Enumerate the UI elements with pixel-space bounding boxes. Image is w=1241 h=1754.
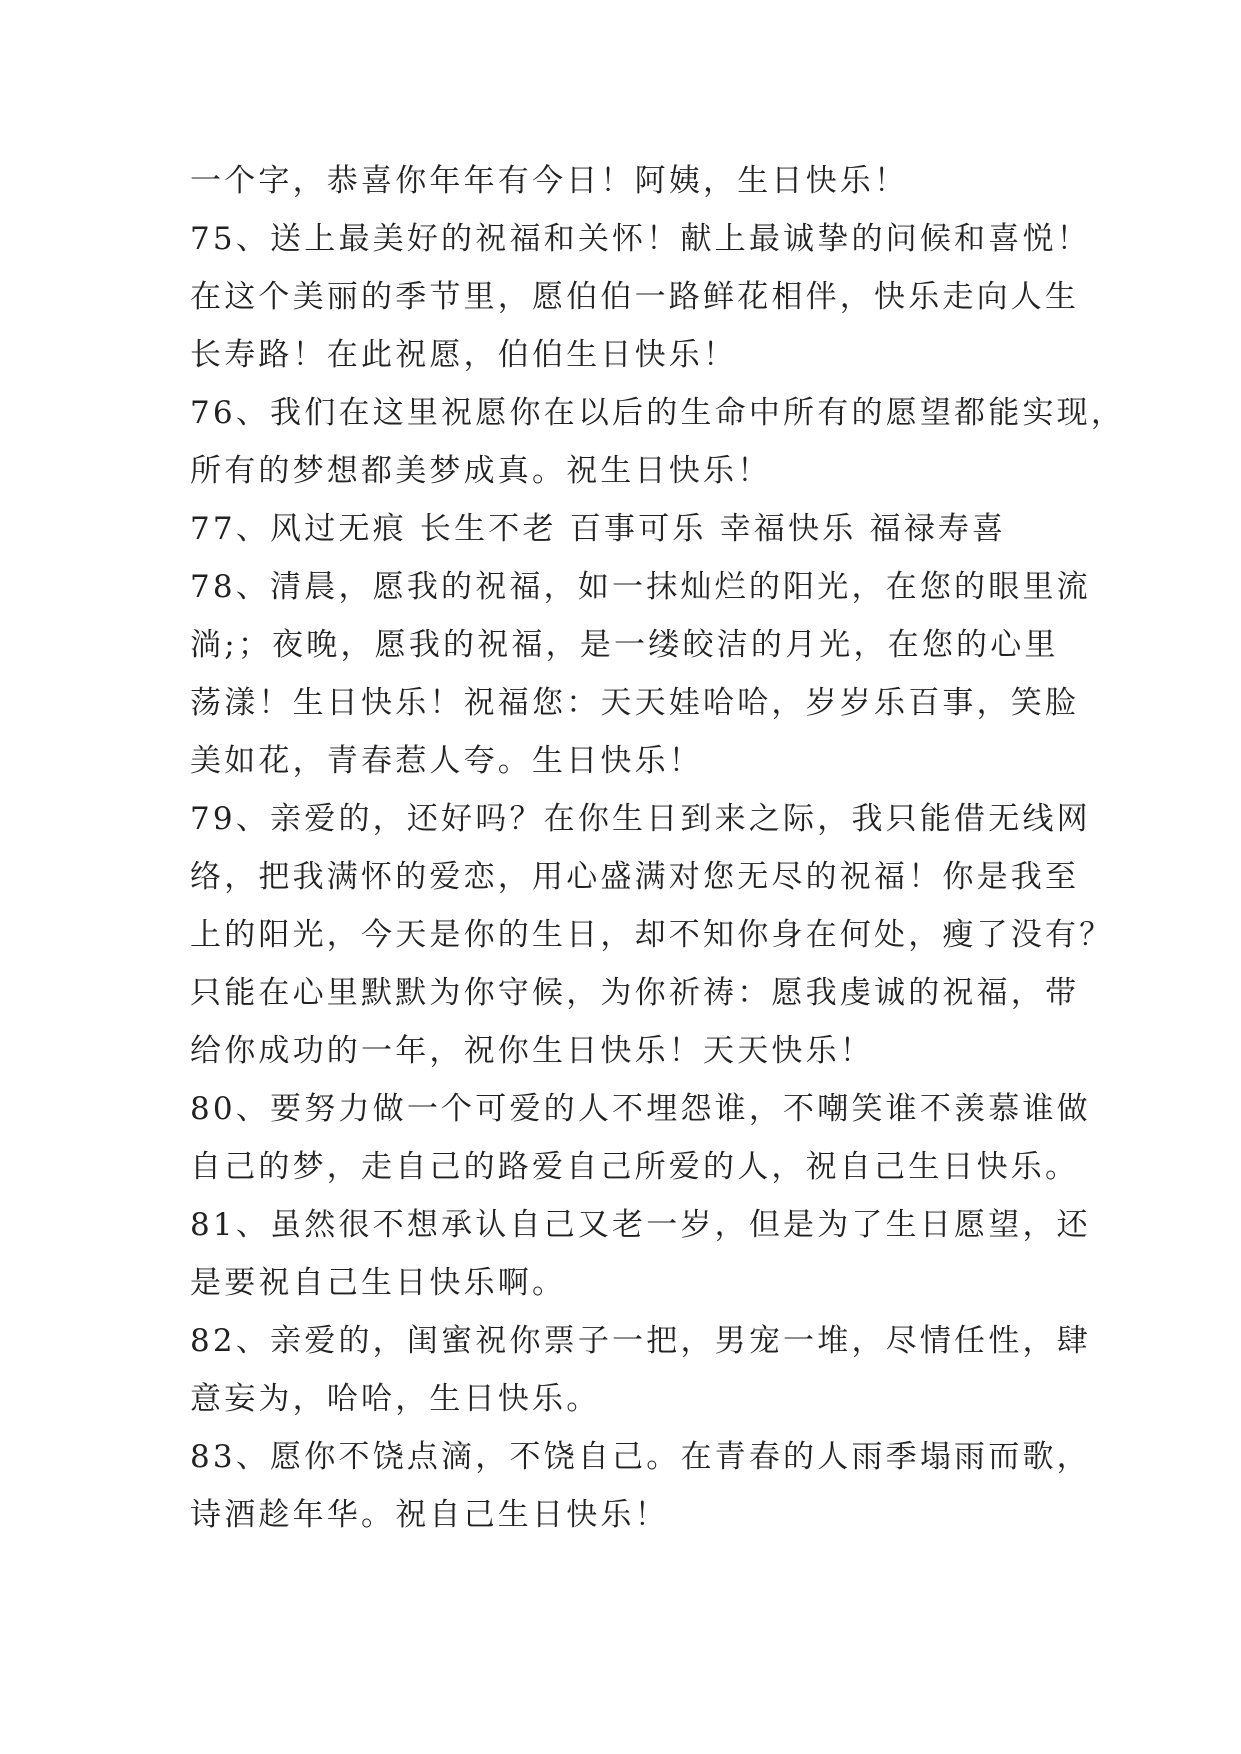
text-line: 81、虽然很不想承认自己又老一岁，但是为了生日愿望，还 — [190, 1207, 1091, 1243]
text-line: 83、愿你不饶点滴，不饶自己。在青春的人雨季塌雨而歌， — [190, 1439, 1091, 1475]
text-line: 长寿路！在此祝愿，伯伯生日快乐！ — [190, 337, 738, 373]
text-line: 80、要努力做一个可爱的人不埋怨谁，不嘲笑谁不羡慕谁做 — [190, 1091, 1091, 1127]
text-line: 75、送上最美好的祝福和关怀！献上最诚挚的问候和喜悦！ — [190, 221, 1091, 257]
text-line: 只能在心里默默为你守候，为你祈祷：愿我虔诚的祝福，带 — [190, 975, 1080, 1011]
text-line: 意妄为，哈哈，生日快乐。 — [190, 1381, 601, 1417]
text-line: 77、风过无痕 长生不老 百事可乐 幸福快乐 福禄寿喜 — [190, 511, 1007, 547]
text-line: 82、亲爱的，闺蜜祝你票子一把，男宠一堆，尽情任性，肆 — [190, 1323, 1091, 1359]
text-line: 所有的梦想都美梦成真。祝生日快乐！ — [190, 453, 772, 489]
text-line: 荡漾！生日快乐！祝福您：天天娃哈哈，岁岁乐百事，笑脸 — [190, 685, 1080, 721]
document-body — [190, 152, 1126, 1544]
text-line: 79、亲爱的，还好吗？在你生日到来之际，我只能借无线网 — [190, 801, 1091, 837]
text-line: 自己的梦，走自己的路爱自己所爱的人，祝自己生日快乐。 — [190, 1149, 1080, 1185]
text-line: 76、我们在这里祝愿你在以后的生命中所有的愿望都能实现， — [190, 395, 1126, 431]
text-line: 上的阳光，今天是你的生日，却不知你身在何处，瘦了没有？ — [190, 917, 1114, 953]
text-line: 淌;；夜晚，愿我的祝福，是一缕皎洁的月光，在您的心里 — [190, 627, 1059, 663]
text-line: 络，把我满怀的爱恋，用心盛满对您无尽的祝福！你是我至 — [190, 859, 1080, 895]
text-line: 诗酒趁年华。祝自己生日快乐！ — [190, 1497, 669, 1533]
text-line: 在这个美丽的季节里，愿伯伯一路鲜花相伴，快乐走向人生 — [190, 279, 1080, 315]
text-line: 是要祝自己生日快乐啊。 — [190, 1265, 567, 1301]
text-line: 美如花，青春惹人夸。生日快乐！ — [190, 743, 703, 779]
text-line: 给你成功的一年，祝你生日快乐！天天快乐！ — [190, 1033, 874, 1069]
text-line: 78、清晨，愿我的祝福，如一抹灿烂的阳光，在您的眼里流 — [190, 569, 1091, 605]
text-line: 一个字，恭喜你年年有今日！阿姨，生日快乐！ — [190, 163, 909, 199]
